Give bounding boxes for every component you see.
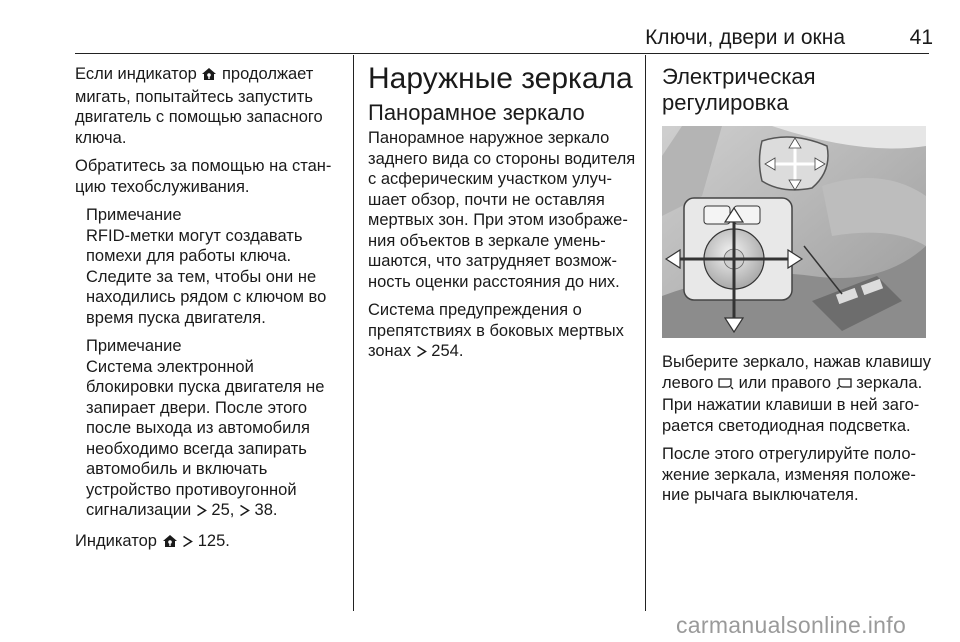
paragraph [75, 531, 343, 554]
note-title: Примечание [86, 337, 182, 355]
text: . [272, 501, 278, 519]
side-mirror [760, 137, 829, 190]
column-divider [353, 55, 354, 611]
section-heading: Наружные зеркала [368, 62, 633, 95]
note [86, 336, 343, 523]
mirror-adjust-illustration [662, 126, 926, 338]
immobilizer-icon [162, 533, 178, 554]
text: , [229, 501, 239, 519]
page-reference-icon [239, 502, 250, 523]
text: или правого [733, 373, 836, 392]
subsection-heading: Панорамное зеркало [368, 100, 585, 125]
column-1 [75, 64, 343, 561]
text: . [458, 342, 464, 360]
page-reference-link[interactable]: 38 [254, 501, 273, 519]
immobilizer-icon [201, 66, 217, 87]
column-3 [662, 64, 932, 514]
note-text: RFID-метки могут создавать помехи для работы ключа. Следите за тем, чтобы они не находились рядом с ключом во время пуска двигателя. [86, 226, 327, 327]
page-reference-icon [416, 343, 427, 364]
paragraph: Панорамное наружное зеркало заднего вида со стороны водителя с асферическим участком улучшает обзор, почти не оставляя мертвых зон. При этом изображения объектов в зеркале уменьшаются, что затрудняет возможность оценки расстояния до них. [368, 129, 636, 291]
text: Система предупреждения о препятствиях в боковых мертвых зонах [368, 301, 624, 360]
text: Выберите зеркало, нажав клавишу левого [662, 353, 932, 392]
note-title: Примечание [86, 206, 182, 224]
paragraph: Обратитесь за помощью на станцию техобслуживания. [75, 157, 332, 196]
page-number: 41 [909, 26, 933, 49]
note-text: Система электронной блокировки пуска двигателя не запирает двери. После этого после выхода из автомобиля необходимо всегда запирать автомобиль и включать устройство противоугонной сигнализации [86, 357, 325, 519]
page-reference-link[interactable]: 25 [211, 501, 230, 519]
paragraph [662, 352, 932, 436]
section-heading: Электрическая регулировка [662, 64, 816, 115]
paragraph: После этого отрегулируйте положение зеркала, изменяя положение рычага выключателя. [662, 445, 916, 504]
column-divider [645, 55, 646, 611]
text: зеркала. При нажатии клавиши в ней загорается светодиодная подсветка. [662, 373, 923, 435]
column-2 [368, 62, 636, 372]
header-rule [75, 53, 929, 54]
text: Индикатор [75, 531, 162, 550]
page-reference-link[interactable]: 125 [197, 531, 226, 550]
note [86, 205, 343, 328]
left-mirror-icon [718, 375, 734, 396]
page-reference-icon [182, 533, 193, 554]
watermark: carmanualsonline.info [676, 612, 907, 638]
right-mirror-icon [836, 375, 852, 396]
text: Если индикатор [75, 65, 202, 83]
header-title: Ключи, двери и окна [645, 26, 845, 49]
page-reference-link[interactable]: 254 [431, 342, 459, 360]
text: . [225, 531, 230, 550]
paragraph [368, 300, 636, 364]
paragraph [75, 64, 343, 148]
text: продолжает мигать, попытайтесь запустить двигатель с помощью запасного ключа. [75, 65, 323, 147]
page-reference-icon [196, 502, 207, 523]
